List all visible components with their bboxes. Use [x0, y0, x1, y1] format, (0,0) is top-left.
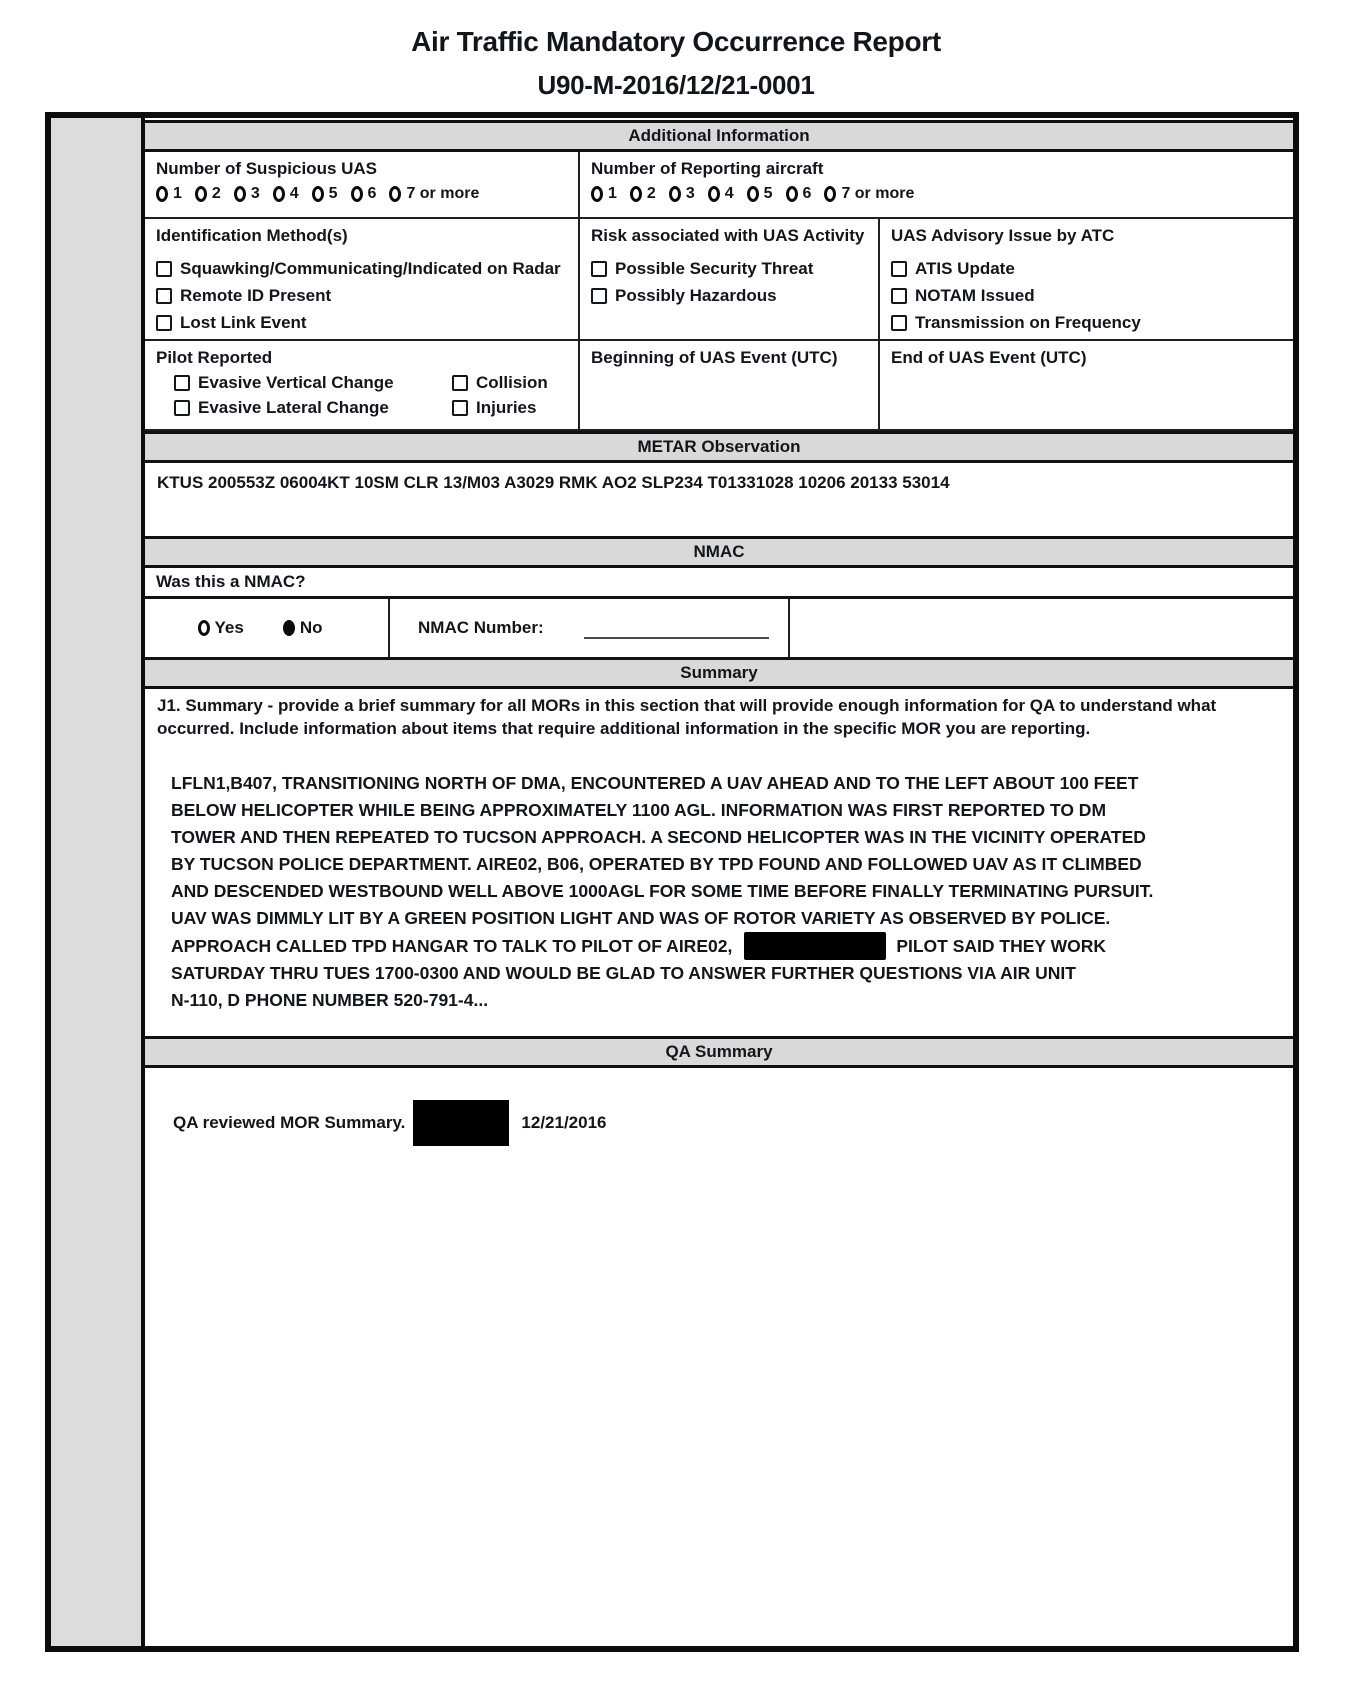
- checkbox-label: Possibly Hazardous: [615, 286, 777, 305]
- nmac-question: Was this a NMAC?: [145, 568, 1293, 599]
- section-header-nmac: NMAC: [145, 536, 1293, 568]
- section-header-additional-information: Additional Information: [145, 120, 1293, 152]
- pilot-reported-label: Pilot Reported: [156, 348, 273, 367]
- checkbox-possibly-hazardous[interactable]: [591, 288, 607, 304]
- nmac-empty-cell: [788, 599, 1293, 657]
- summary-instructions: J1. Summary - provide a brief summary for all MORs in this section that will provide enough information for QA to understand what occurred. Include information about items that require additional information in the specific MOR you are reporting.: [157, 696, 1217, 738]
- reporting-aircraft-radio-5[interactable]: [747, 186, 759, 202]
- identification-methods-label: Identification Method(s): [156, 226, 348, 245]
- suspicious-uas-radio-4[interactable]: [273, 186, 285, 202]
- suspicious-uas-radio-2[interactable]: [195, 186, 207, 202]
- document-title: [0, 0, 1352, 101]
- summary-line-pre-redaction: APPROACH CALLED TPD HANGAR TO TALK TO PILOT OF AIRE02,: [171, 936, 733, 956]
- suspicious-uas-radio-7-or-more[interactable]: [389, 186, 401, 202]
- row-identification-risk-advisory: [145, 219, 1293, 341]
- radio-option-label: 6: [367, 185, 377, 202]
- section-header-summary: Summary: [145, 657, 1293, 689]
- radio-option-label: 2: [211, 185, 221, 202]
- checkbox-transmission-on-frequency[interactable]: [891, 315, 907, 331]
- nmac-yes-radio[interactable]: [198, 620, 210, 636]
- section-header-metar: METAR Observation: [145, 431, 1293, 463]
- section-header-qa-summary: QA Summary: [145, 1036, 1293, 1068]
- radio-option-label: 1: [608, 185, 617, 202]
- nmac-number-cell: [388, 599, 788, 657]
- nmac-no-label: No: [299, 618, 323, 637]
- summary-body: [171, 770, 1293, 1010]
- empty-area: [145, 1146, 1293, 1646]
- summary-line: BELOW HELICOPTER WHILE BEING APPROXIMATELY 1100 AGL. INFORMATION WAS FIRST REPORTED TO DM: [171, 800, 1107, 820]
- nmac-number-label: NMAC Number:: [418, 618, 544, 637]
- reporting-aircraft-radio-2[interactable]: [630, 186, 642, 202]
- qa-reviewed-row: [145, 1068, 1293, 1146]
- checkbox-label: Evasive Lateral Change: [198, 398, 389, 417]
- suspicious-uas-radio-5[interactable]: [312, 186, 324, 202]
- advisory-label: UAS Advisory Issue by ATC: [891, 226, 1115, 245]
- summary-line-post-redaction: PILOT SAID THEY WORK: [896, 936, 1107, 956]
- summary-section: [145, 689, 1293, 1036]
- left-gutter: [51, 118, 145, 1646]
- field-pilot-reported: [145, 341, 578, 429]
- checkbox-label: Injuries: [476, 398, 537, 417]
- nmac-no-radio-selected[interactable]: [283, 620, 295, 636]
- reporting-aircraft-radio-4[interactable]: [708, 186, 720, 202]
- checkbox-label: Lost Link Event: [180, 313, 307, 332]
- qa-review-date: 12/21/2016: [521, 1113, 607, 1132]
- reporting-aircraft-radio-1[interactable]: [591, 186, 603, 202]
- checkbox-label: Remote ID Present: [180, 286, 332, 305]
- clipped-partial-text: N-110, D PHONE NUMBER 520-791-4...: [171, 990, 489, 1010]
- row-uas-counts: [145, 152, 1293, 219]
- reporting-aircraft-radio-7-or-more[interactable]: [824, 186, 836, 202]
- radio-option-label: 4: [289, 185, 299, 202]
- field-risk-uas-activity: [578, 219, 878, 339]
- radio-option-label: 6: [802, 185, 812, 202]
- radio-option-label: 5: [328, 185, 338, 202]
- checkbox-label: ATIS Update: [915, 259, 1015, 278]
- summary-line: LFLN1,B407, TRANSITIONING NORTH OF DMA, ENCOUNTERED A UAV AHEAD AND TO THE LEFT ABOUT 100 FEET: [171, 773, 1139, 793]
- checkbox-label: Transmission on Frequency: [915, 313, 1141, 332]
- radio-option-label: 7 or more: [841, 185, 915, 202]
- redaction-box-pilot-name: [744, 932, 886, 960]
- pilot-reported-grid: [156, 369, 567, 418]
- checkbox-label: Collision: [476, 373, 548, 392]
- radio-option-label: 5: [763, 185, 773, 202]
- radio-option-label: 2: [646, 185, 656, 202]
- radio-option-label: 4: [724, 185, 734, 202]
- summary-line: AND DESCENDED WESTBOUND WELL ABOVE 1000AGL FOR SOME TIME BEFORE FINALLY TERMINATING PURSUIT.: [171, 881, 1154, 901]
- report-number: U90-M-2016/12/21-0001: [537, 70, 815, 100]
- summary-line-redacted: [171, 932, 1293, 960]
- summary-line: SATURDAY THRU TUES 1700-0300 AND WOULD BE GLAD TO ANSWER FURTHER QUESTIONS VIA AIR UNIT: [171, 963, 1076, 983]
- nmac-answer-row: [145, 599, 1293, 657]
- checkbox-label: Squawking/Communicating/Indicated on Radar: [180, 259, 561, 278]
- report-title: Air Traffic Mandatory Occurrence Report: [411, 26, 941, 57]
- redaction-box-qa-name: [413, 1100, 509, 1146]
- nmac-number-input-line[interactable]: [584, 617, 769, 639]
- summary-line: TOWER AND THEN REPEATED TO TUCSON APPROACH. A SECOND HELICOPTER WAS IN THE VICINITY OPERATED: [171, 827, 1146, 847]
- checkbox-evasive-vertical-change[interactable]: [174, 375, 190, 391]
- summary-clipped-line: [171, 987, 1293, 1010]
- report-form: [45, 112, 1299, 1652]
- field-number-of-reporting-aircraft: [578, 152, 1293, 217]
- summary-line: BY TUCSON POLICE DEPARTMENT. AIRE02, B06, OPERATED BY TPD FOUND AND FOLLOWED UAV AS IT CLIMBED: [171, 854, 1142, 874]
- reporting-aircraft-radio-6[interactable]: [786, 186, 798, 202]
- field-end-uas-event: [878, 341, 1293, 429]
- checkbox-lost-link-event[interactable]: [156, 315, 172, 331]
- end-uas-event-label: End of UAS Event (UTC): [891, 348, 1087, 367]
- suspicious-uas-radio-1[interactable]: [156, 186, 168, 202]
- reporting-aircraft-radio-group: [591, 185, 1282, 203]
- checkbox-injuries[interactable]: [452, 400, 468, 416]
- reporting-aircraft-radio-3[interactable]: [669, 186, 681, 202]
- radio-option-label: 1: [173, 185, 182, 202]
- radio-option-label: 3: [685, 185, 695, 202]
- risk-label: Risk associated with UAS Activity: [591, 226, 865, 245]
- field-beginning-uas-event: [578, 341, 878, 429]
- suspicious-uas-label: Number of Suspicious UAS: [156, 159, 378, 178]
- field-uas-advisory: [878, 219, 1293, 339]
- checkbox-notam-issued[interactable]: [891, 288, 907, 304]
- checkbox-label: NOTAM Issued: [915, 286, 1035, 305]
- checkbox-possible-security-threat[interactable]: [591, 261, 607, 277]
- row-pilot-reported-times: [145, 341, 1293, 431]
- checkbox-evasive-lateral-change[interactable]: [174, 400, 190, 416]
- checkbox-label: Possible Security Threat: [615, 259, 814, 278]
- radio-option-label: 3: [250, 185, 260, 202]
- suspicious-uas-radio-6[interactable]: [351, 186, 363, 202]
- field-number-of-suspicious-uas: [145, 152, 578, 217]
- checkbox-atis-update[interactable]: [891, 261, 907, 277]
- form-content: [145, 118, 1293, 1646]
- field-identification-methods: [145, 219, 578, 339]
- summary-line: UAV WAS DIMMLY LIT BY A GREEN POSITION LIGHT AND WAS OF ROTOR VARIETY AS OBSERVED BY POLICE.: [171, 908, 1111, 928]
- checkbox-remote-id-present[interactable]: [156, 288, 172, 304]
- suspicious-uas-radio-3[interactable]: [234, 186, 246, 202]
- qa-reviewed-text: QA reviewed MOR Summary.: [173, 1113, 406, 1132]
- suspicious-uas-radio-group: [156, 185, 567, 203]
- checkbox-label: Evasive Vertical Change: [198, 373, 394, 392]
- beginning-uas-event-label: Beginning of UAS Event (UTC): [591, 348, 838, 367]
- checkbox-squawking[interactable]: [156, 261, 172, 277]
- metar-observation-text: KTUS 200553Z 06004KT 10SM CLR 13/M03 A3029 RMK AO2 SLP234 T01331028 10206 20133 53014: [157, 473, 950, 492]
- nmac-yes-no-cell: [145, 599, 388, 657]
- checkbox-collision[interactable]: [452, 375, 468, 391]
- radio-option-label: 7 or more: [406, 185, 480, 202]
- reporting-aircraft-label: Number of Reporting aircraft: [591, 159, 824, 178]
- nmac-yes-label: Yes: [214, 618, 244, 637]
